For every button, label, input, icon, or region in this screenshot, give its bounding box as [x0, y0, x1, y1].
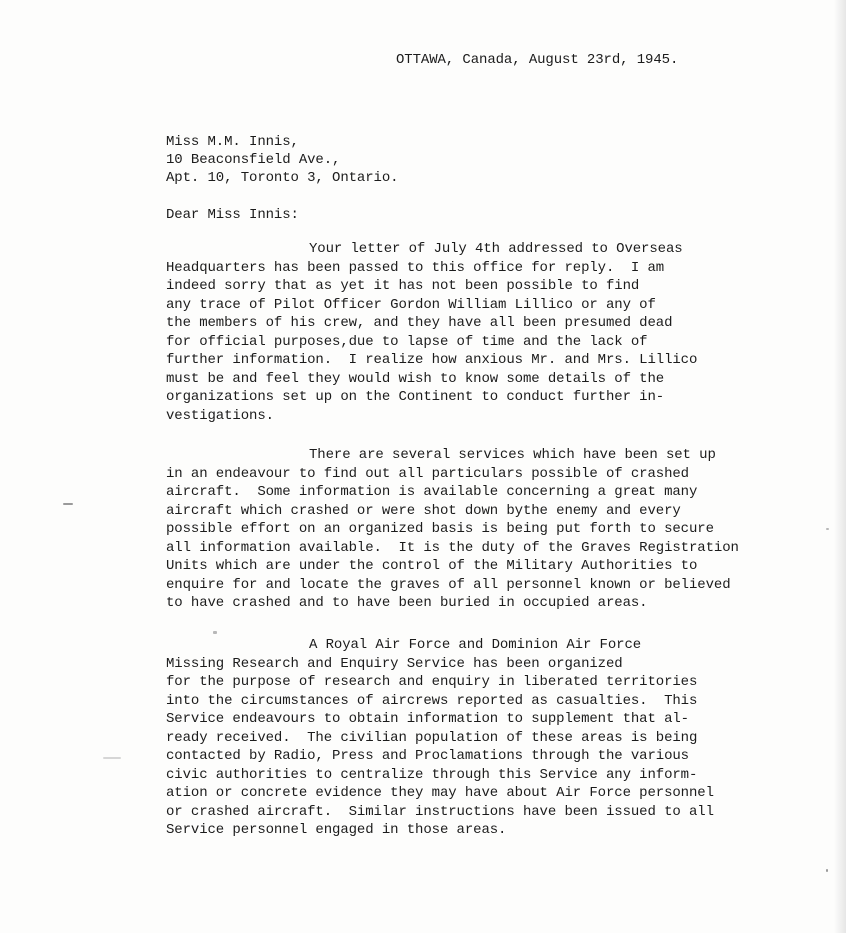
- paragraph-3: [166, 636, 826, 840]
- paragraph-line: all information available. It is the duty of the Graves Registration: [166, 539, 739, 556]
- page-edge-shadow: [834, 0, 846, 933]
- paragraph-line: into the circumstances of aircrews reported as casualties. This: [166, 692, 698, 709]
- paragraph-line: further information. I realize how anxious Mr. and Mrs. Lillico: [166, 352, 698, 368]
- paragraph-line: in an endeavour to find out all particulars possible of crashed: [166, 465, 689, 482]
- paragraph-line: Service personnel engaged in those areas.: [166, 822, 507, 838]
- paper-speck: [213, 631, 217, 634]
- paragraph-line: for the purpose of research and enquiry in liberated territories: [166, 674, 698, 690]
- paragraph-line: must be and feel they would wish to know some details of the: [166, 370, 665, 387]
- paragraph-line: There are several services which have been set up: [309, 447, 716, 463]
- paragraph-line: the members of his crew, and they have all been presumed dead: [166, 315, 673, 331]
- paragraph-line: Missing Research and Enquiry Service has been organized: [166, 655, 623, 672]
- address-line-name: Miss M.M. Innis,: [166, 134, 299, 150]
- paragraph-line: Units which are under the control of the Military Authorities to: [166, 558, 698, 574]
- paragraph-line: or crashed aircraft. Similar instructions have been issued to all: [166, 803, 714, 820]
- paragraph-line: possible effort on an organized basis is being put forth to secure: [166, 521, 714, 537]
- paragraph-line: A Royal Air Force and Dominion Air Force: [309, 637, 642, 653]
- paragraph-line: indeed sorry that as yet it has not been possible to find: [166, 278, 640, 294]
- paragraph-line: Service endeavours to obtain information to supplement that al-: [166, 711, 689, 727]
- paragraph-line: ready received. The civilian population of these areas is being: [166, 729, 698, 746]
- paragraph-line: any trace of Pilot Officer Gordon William Lillico or any of: [166, 296, 656, 313]
- salutation: Dear Miss Innis:: [166, 207, 299, 223]
- paragraph-line: organizations set up on the Continent to conduct further in-: [166, 389, 665, 405]
- paper-speck: [103, 757, 121, 759]
- dateline: OTTAWA, Canada, August 23rd, 1945.: [396, 52, 679, 68]
- paragraph-1: [166, 240, 826, 425]
- address-line-street: 10 Beaconsfield Ave.,: [166, 152, 341, 168]
- paragraph-line: civic authorities to centralize through this Service any inform-: [166, 766, 698, 783]
- paragraph-line: aircraft which crashed or were shot down bythe enemy and every: [166, 502, 681, 519]
- paper-speck: [63, 503, 73, 505]
- paragraph-line: aircraft. Some information is available concerning a great many: [166, 484, 698, 500]
- paragraph-line: vestigations.: [166, 407, 274, 424]
- address-line-city: Apt. 10, Toronto 3, Ontario.: [166, 170, 399, 186]
- paragraph-line: ation or concrete evidence they may have about Air Force personnel: [166, 785, 714, 801]
- paragraph-line: Headquarters has been passed to this office for reply. I am: [166, 259, 665, 276]
- paper-speck: [826, 528, 829, 530]
- paragraph-line: contacted by Radio, Press and Proclamations through the various: [166, 748, 689, 764]
- paragraph-line: for official purposes,due to lapse of time and the lack of: [166, 333, 648, 350]
- paragraph-2: [166, 446, 826, 613]
- paragraph-line: Your letter of July 4th addressed to Overseas: [309, 241, 683, 257]
- paragraph-line: enquire for and locate the graves of all personnel known or believed: [166, 576, 731, 593]
- paper-speck: [826, 869, 828, 872]
- paragraph-line: to have crashed and to have been buried in occupied areas.: [166, 595, 648, 611]
